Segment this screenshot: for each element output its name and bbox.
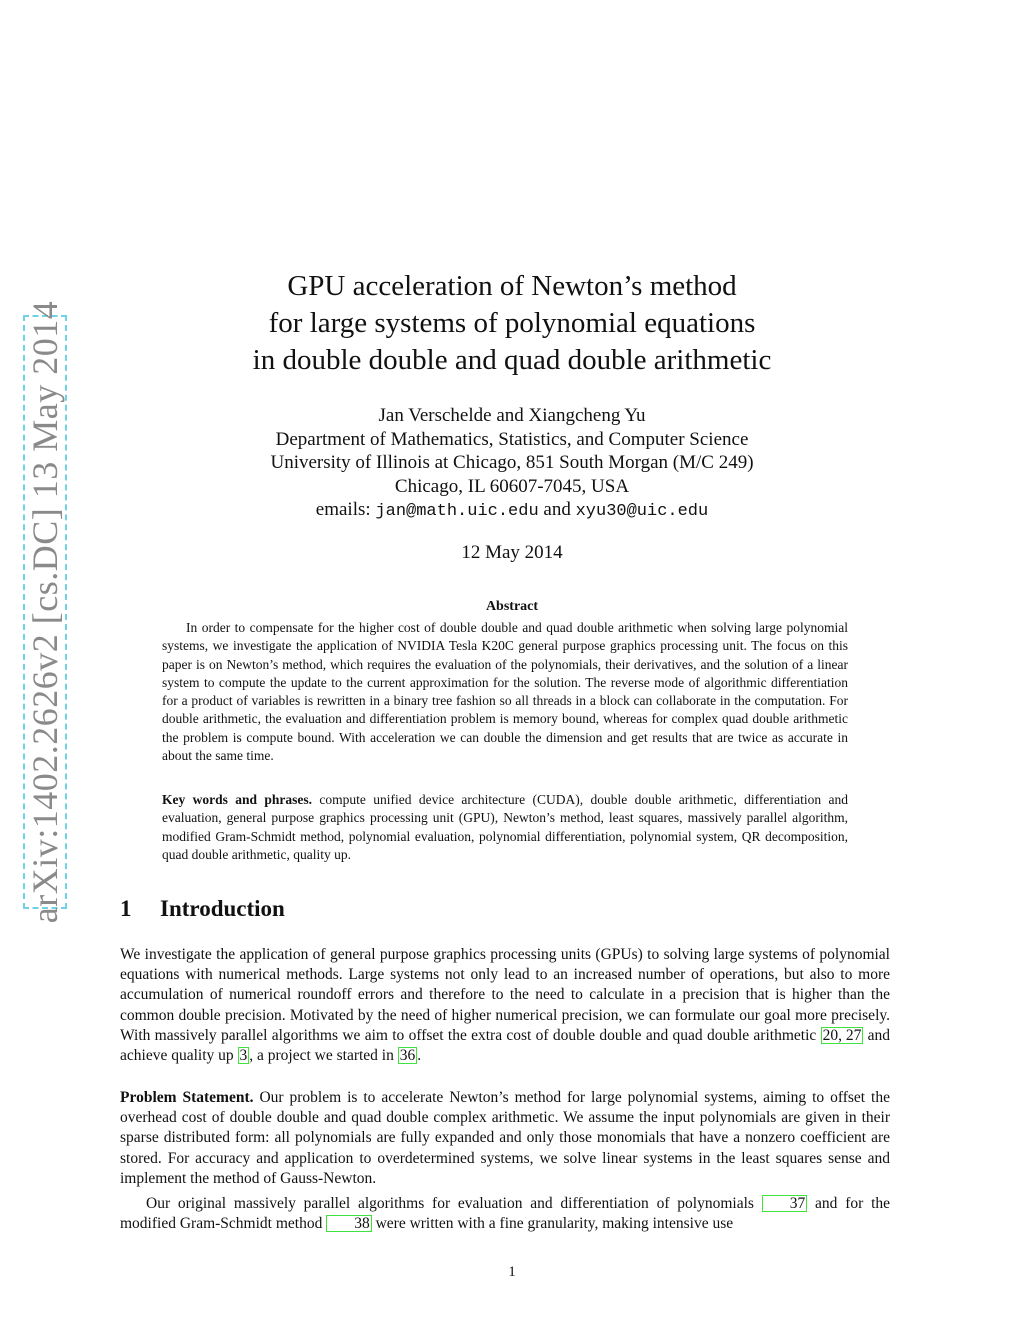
intro-paragraph-1 <box>120 945 890 1066</box>
title-line-1: GPU acceleration of Newton’s method <box>287 270 737 302</box>
keywords <box>162 791 848 864</box>
title-line-3: in double double and quad double arithmetic <box>252 344 772 376</box>
intro-p3-text-b: and for the modified Gram-Schmidt method <box>120 1195 891 1233</box>
citation-link[interactable]: 38 <box>326 1215 372 1232</box>
section-title: Introduction <box>160 896 285 921</box>
citation-link[interactable]: 36 <box>399 1047 416 1065</box>
author-department: Department of Mathematics, Statistics, and Computer Science <box>275 428 749 450</box>
email-link-2[interactable]: xyu30@uic.edu <box>575 502 709 521</box>
intro-p3-text-a: Our original massively parallel algorithms for evaluation and differentiation of polynomials <box>146 1195 762 1212</box>
problem-statement-label: Problem Statement. <box>120 1089 254 1106</box>
citation-link[interactable]: 37 <box>762 1195 808 1212</box>
abstract-heading: Abstract <box>485 599 539 614</box>
title-line-2: for large systems of polynomial equations <box>268 307 756 339</box>
intro-p1-text-c: , a project we started in <box>249 1047 398 1065</box>
emails-separator: and <box>543 499 571 520</box>
arxiv-id: arXiv:1402.2626v2 [cs.DC] 13 May 2014 <box>25 300 65 924</box>
paper-title <box>0 268 1024 379</box>
author-university: University of Illinois at Chicago, 851 South Morgan (M/C 249) <box>270 452 754 473</box>
emails-label: emails: <box>315 499 371 520</box>
section-number: 1 <box>120 896 132 921</box>
problem-statement-text: Our problem is to accelerate Newton’s method for large polynomial systems, aiming to offset the overhead cost of double double and quad double complex arithmetic. We assume the input polynomials are given in their sparse distributed form: all polynomials are fully expanded and only those monomials that have a nonzero coefficient are stored. For accuracy and application to overdetermined systems, we solve linear systems in the least squares sense and implement the method of Gauss-Newton. <box>120 1089 890 1187</box>
intro-paragraph-3 <box>120 1194 890 1234</box>
intro-p1-text-d: . <box>417 1047 422 1065</box>
intro-p1-text-a: We investigate the application of general purpose graphics processing units (GPUs) to solving large systems of polynomial equations with numerical methods. Large systems not only lead to an increased number of operations, but also to more accumulation of numerical roundoff errors and therefore to the need to calculate in a precision that is higher than the common double precision. Motivated by the need of higher numerical precision, we can formulate our goal more precisely. With massively parallel algorithms we aim to offset the extra cost of double double and quad double arithmetic <box>120 946 890 1044</box>
citation-link[interactable]: 20, 27 <box>822 1026 862 1044</box>
author-emails <box>0 498 1024 524</box>
citation-link[interactable]: 3 <box>239 1047 248 1065</box>
section-heading <box>120 896 285 922</box>
page-number: 1 <box>508 1264 516 1280</box>
intro-p1-text-b: and achieve quality up <box>120 1026 890 1065</box>
author-block <box>0 404 1024 524</box>
intro-p3-text-c: were written with a fine granularity, making intensive use <box>371 1215 734 1233</box>
paper-date: 12 May 2014 <box>461 542 563 563</box>
keywords-text: compute unified device architecture (CUDA), double double arithmetic, differentiation and evaluation, general purpose graphics processing unit (GPU), Newton’s method, least squares, massively parallel algorithm, modified Gram-Schmidt method, polynomial evaluation, polynomial differentiation, polynomial system, QR decomposition, quad double arithmetic, quality up. <box>162 792 848 862</box>
author-names: Jan Verschelde and Xiangcheng Yu <box>378 405 646 426</box>
author-city: Chicago, IL 60607-7045, USA <box>394 475 630 497</box>
keywords-label: Key words and phrases. <box>162 792 312 807</box>
intro-paragraph-2 <box>120 1088 890 1189</box>
abstract-text: In order to compensate for the higher cost of double double and quad double arithmetic when solving large polynomial systems, we investigate the application of NVIDIA Tesla K20C general purpose graphics processing unit. The focus on this paper is on Newton’s method, which requires the evaluation of the polynomials, their derivatives, and the solution of a linear system to compute the update to the current approximation for the solution. The reverse mode of algorithmic differentiation for a product of variables is rewritten in a binary tree fashion so all threads in a block can collaborate in the computation. For double arithmetic, the evaluation and differentiation problem is memory bound, whereas for complex quad double arithmetic the problem is compute bound. With acceleration we can double the dimension and get results that are twice as accurate in about the same time. <box>162 620 848 764</box>
email-link-1[interactable]: jan@math.uic.edu <box>375 502 539 521</box>
